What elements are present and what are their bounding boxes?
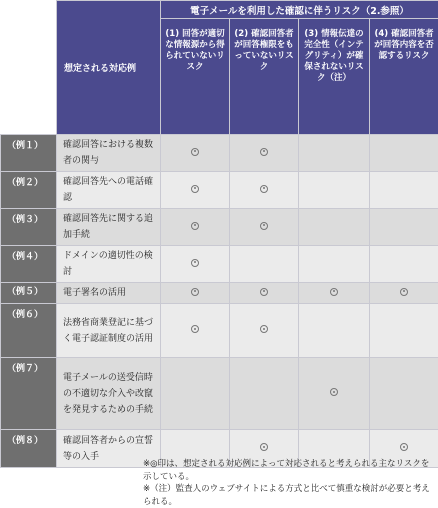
method-text: 電子署名の活用 — [57, 283, 161, 304]
double-circle-icon — [330, 388, 338, 396]
risk-cell — [161, 135, 230, 172]
double-circle-icon — [191, 325, 199, 333]
risk-cell — [299, 246, 370, 283]
risk-header-1 — [161, 19, 230, 135]
risk-cell — [230, 209, 299, 246]
risk-header-4-label: (4) 確認回答者が回答内容を否認するリスク — [374, 23, 434, 62]
double-circle-icon — [260, 288, 268, 296]
table-row — [1, 135, 438, 172]
risk-cell — [230, 283, 299, 304]
risk-cell — [161, 283, 230, 304]
row-label-text: （例１） — [7, 135, 56, 151]
risk-cell — [299, 209, 370, 246]
row-label — [1, 209, 57, 246]
risk-header-4 — [370, 19, 438, 135]
risk-header-2 — [230, 19, 299, 135]
risk-cell — [230, 304, 299, 358]
row-label-text: （例２） — [7, 172, 56, 188]
risk-cell — [230, 135, 299, 172]
risk-cell — [299, 358, 370, 430]
risk-cell — [230, 246, 299, 283]
method-text: 確認回答先への電話確認 — [57, 172, 161, 209]
method-text: 法務省商業登記に基づく電子認証制度の活用 — [57, 304, 161, 358]
method-text: 確認回答における複数者の関与 — [57, 135, 161, 172]
row-label-text: （例３） — [7, 209, 56, 225]
top-header: 電子メールを利用した確認に伴うリスク（2.参照） — [161, 1, 438, 19]
risk-cell — [370, 304, 438, 358]
double-circle-icon — [260, 185, 268, 193]
double-circle-icon — [400, 443, 408, 451]
risk-cell — [161, 304, 230, 358]
row-label — [1, 304, 57, 358]
footnote-caution: ※（注）監査人のウェブサイトによる方式と比べて慎重な検討が必要と考えられる。 — [143, 483, 435, 508]
double-circle-icon — [260, 148, 268, 156]
risk-cell — [230, 172, 299, 209]
table-row — [1, 209, 438, 246]
method-text: 確認回答先に関する追加手続 — [57, 209, 161, 246]
double-circle-icon — [400, 288, 408, 296]
risk-header-3-label: (3) 情報伝達の完全性（インテグリティ）が確保されないリスク（注） — [303, 23, 365, 84]
risk-cell — [161, 172, 230, 209]
double-circle-icon — [260, 443, 268, 451]
row-label — [1, 135, 57, 172]
double-circle-icon — [330, 288, 338, 296]
risk-header-1-label: (1) 回答が適切な情報源から得られていないリスク — [165, 23, 225, 73]
table-row — [1, 304, 438, 358]
risk-cell — [299, 172, 370, 209]
method-text: 確認回答者からの宣誓等の入手 — [57, 430, 161, 468]
row-label-text: （例５） — [7, 283, 56, 297]
blank-corner — [1, 1, 57, 135]
row-label — [1, 283, 57, 304]
risk-cell — [230, 358, 299, 430]
row-label — [1, 358, 57, 430]
risk-cell — [299, 283, 370, 304]
table-row — [1, 246, 438, 283]
method-text: ドメインの適切性の検討 — [57, 246, 161, 283]
row-label-text: （例８） — [7, 430, 56, 446]
row-label — [1, 246, 57, 283]
double-circle-icon — [191, 185, 199, 193]
risk-cell — [370, 246, 438, 283]
risk-cell — [161, 246, 230, 283]
table-row — [1, 172, 438, 209]
risk-cell — [299, 304, 370, 358]
footnotes — [143, 458, 435, 508]
risk-header-2-label: (2) 確認回答者が回答権限をもっていないリスク — [234, 23, 294, 73]
risk-cell — [370, 135, 438, 172]
double-circle-icon — [191, 259, 199, 267]
row-label-text: （例６） — [7, 304, 56, 320]
risk-cell — [370, 358, 438, 430]
row-label-text: （例４） — [7, 246, 56, 262]
risk-cell — [161, 209, 230, 246]
risk-cell — [370, 283, 438, 304]
row-header: 想定される対応例 — [57, 1, 161, 135]
table-row — [1, 283, 438, 304]
double-circle-icon — [260, 325, 268, 333]
table-row — [1, 358, 438, 430]
row-label-text: （例７） — [7, 358, 56, 374]
risk-cell — [299, 135, 370, 172]
double-circle-icon — [260, 222, 268, 230]
risk-cell — [161, 358, 230, 430]
double-circle-icon — [191, 222, 199, 230]
risk-cell — [370, 209, 438, 246]
row-label — [1, 172, 57, 209]
double-circle-icon — [191, 288, 199, 296]
risk-cell — [370, 172, 438, 209]
double-circle-icon — [191, 148, 199, 156]
method-text: 電子メールの送受信時の不適切な介入や改竄を発見するための手続 — [57, 358, 161, 430]
footnote-marks: ※◎印は、想定される対応例によって対応されると考えられる主なリスクを示している。 — [143, 458, 435, 483]
risk-header-3 — [299, 19, 370, 135]
row-label — [1, 430, 57, 468]
